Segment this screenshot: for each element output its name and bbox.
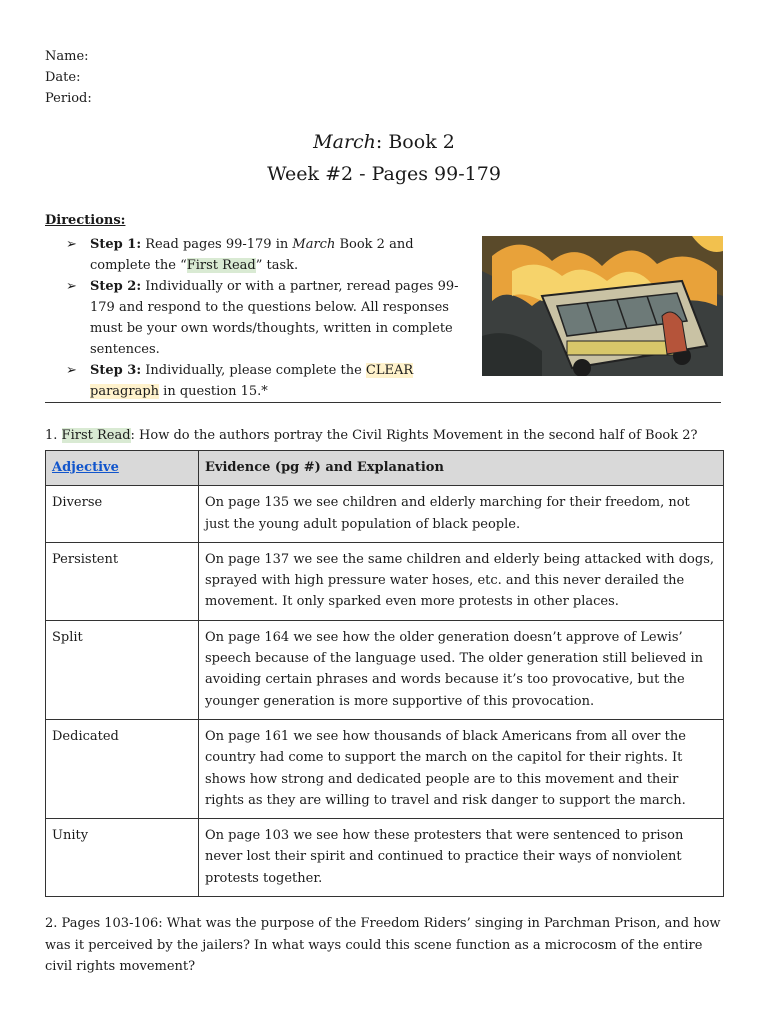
evidence-cell: On page 135 we see children and elderly marching for their freedom, not just the young adult population of black people. (199, 486, 724, 543)
evidence-cell: On page 161 we see how thousands of black Americans from all over the country had come to support the march on the capitol for their rights. It shows how strong and dedicated people are to this movement and their rights as they are willing to travel and risk danger to support the march. (199, 719, 724, 818)
step-3-text-b: in question 15.* (159, 384, 268, 399)
evidence-header: Evidence (pg #) and Explanation (199, 451, 724, 486)
first-read-highlight: First Read (186, 258, 256, 273)
question-1-number: 1. (45, 428, 62, 443)
step-3-label: Step 3: (90, 363, 142, 378)
evidence-cell: On page 137 we see the same children and elderly being attacked with dogs, sprayed with high pressure water hoses, etc. and this never derailed the movement. It only sparked even more protests in other places. (199, 542, 724, 620)
student-info (45, 46, 92, 109)
adjective-link[interactable]: Adjective (52, 460, 119, 475)
adjective-cell: Persistent (46, 542, 199, 620)
step-2-text: Individually or with a partner, reread pages 99-179 and respond to the questions below. All responses must be your own words/thoughts, written in complete sentences. (90, 279, 459, 357)
table-row (46, 819, 724, 897)
table-header-row (46, 451, 724, 486)
step-1 (66, 234, 471, 276)
page-title (0, 131, 768, 153)
adjective-cell: Unity (46, 819, 199, 897)
step-1-text-c: ” task. (255, 258, 299, 273)
date-label: Date: (45, 70, 81, 85)
period-label: Period: (45, 91, 92, 106)
week-subtitle: Week #2 - Pages 99-179 (267, 163, 501, 185)
burning-bus-illustration (482, 236, 723, 376)
evidence-cell: On page 164 we see how the older generation doesn’t approve of Lewis’ speech because of the language used. The older generation still believed in avoiding certain phrases and words because it’s too provocative, but the younger generation is more supportive of this provocation. (199, 620, 724, 719)
book-title-italic: March (313, 131, 376, 153)
evidence-table (45, 450, 724, 897)
table-row (46, 620, 724, 719)
step-1-italic: March (292, 237, 336, 252)
adjective-cell: Diverse (46, 486, 199, 543)
name-label: Name: (45, 49, 89, 64)
adjective-header (46, 451, 199, 486)
arrow-bullet-icon: ➢ (66, 279, 77, 294)
table-row (46, 486, 724, 543)
first-read-highlight: First Read (61, 428, 131, 443)
steps-list (66, 234, 471, 402)
question-2: 2. Pages 103-106: What was the purpose of the Freedom Riders’ singing in Parchman Prison, and how was it perceived by the jailers? In what ways could this scene function as a microcosm of the entire civil rights movement? (45, 916, 721, 974)
evidence-cell: On page 103 we see how these protesters that were sentenced to prison never lost their spirit and continued to practice their ways of nonviolent protests together. (199, 819, 724, 897)
step-1-label: Step 1: (90, 237, 142, 252)
step-1-text: Read pages 99-179 in (141, 237, 293, 252)
arrow-bullet-icon: ➢ (66, 237, 77, 252)
book-title-rest: : Book 2 (375, 131, 455, 153)
table-row (46, 719, 724, 818)
arrow-bullet-icon: ➢ (66, 363, 77, 378)
section-divider (45, 402, 721, 403)
adjective-cell: Dedicated (46, 719, 199, 818)
step-1-text-b: Book 2 and complete the “ (90, 237, 414, 273)
step-2-label: Step 2: (90, 279, 142, 294)
directions-heading: Directions: (45, 213, 126, 228)
question-1 (45, 428, 725, 443)
table-row (46, 542, 724, 620)
step-3 (66, 360, 471, 402)
step-3-text: Individually, please complete the (141, 363, 366, 378)
clear-paragraph-highlight: CLEAR paragraph (90, 363, 414, 399)
step-2 (66, 276, 471, 360)
adjective-cell: Split (46, 620, 199, 719)
question-1-text: : How do the authors portray the Civil Rights Movement in the second half of Book 2? (130, 428, 698, 443)
